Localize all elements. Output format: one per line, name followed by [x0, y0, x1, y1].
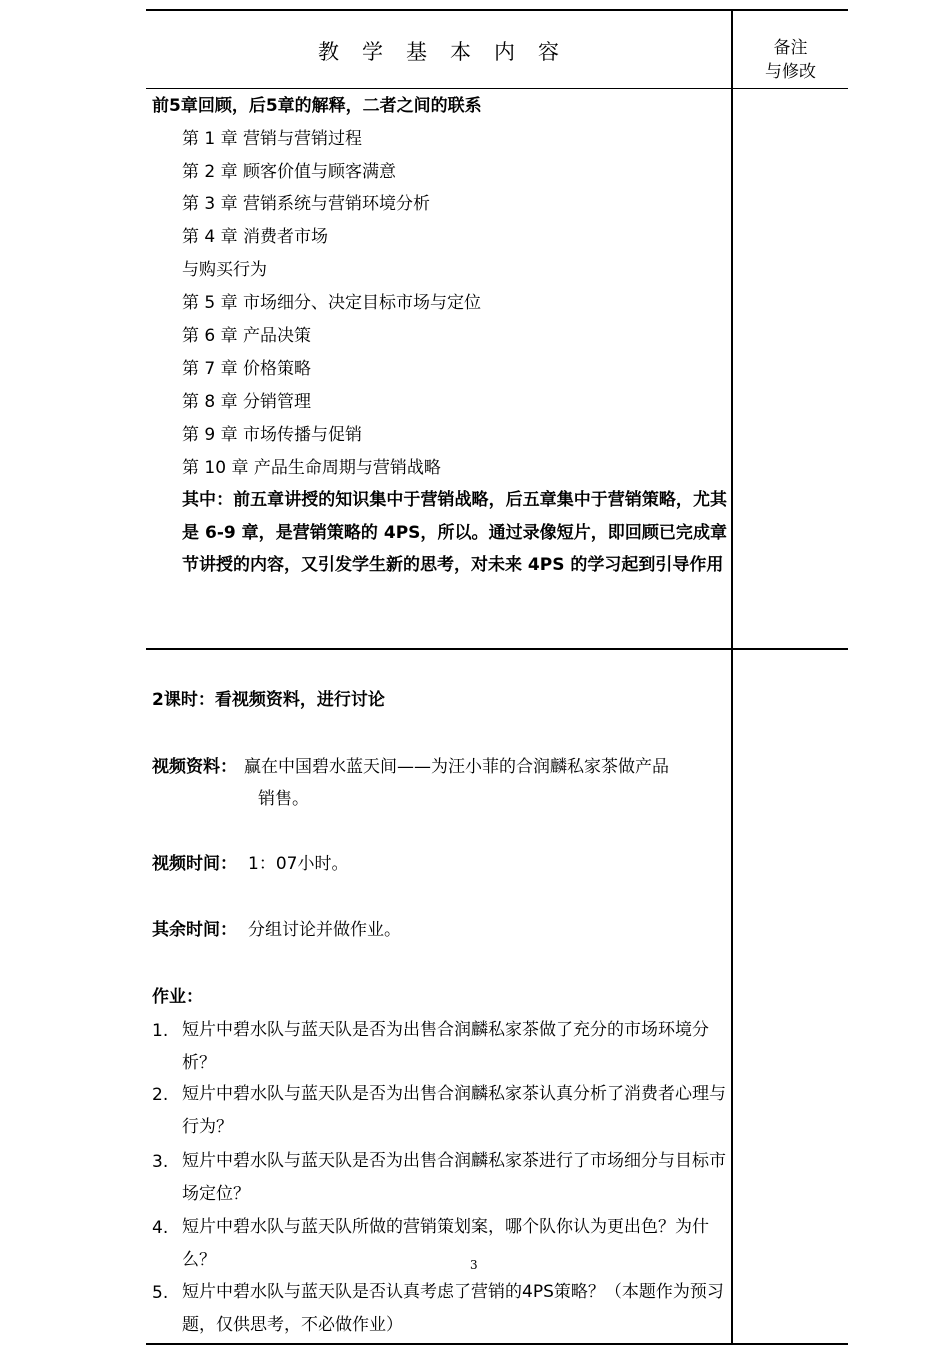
- section-divider: [146, 648, 848, 650]
- chapter-item: 第 8 章 分销管理: [182, 392, 312, 412]
- chapter-item: 第 2 章 顾客价值与顾客满意: [182, 162, 397, 182]
- notes-column-header: [733, 36, 848, 84]
- homework-number: 4.: [152, 1218, 169, 1238]
- video-time-label: 视频时间：: [152, 854, 237, 874]
- homework-question: 短片中碧水队与蓝天队是否为出售合润麟私家茶进行了市场细分与目标市场定位？: [182, 1151, 726, 1204]
- chapter-item: 第 5 章 市场细分、决定目标市场与定位: [182, 293, 482, 313]
- homework-question: 短片中碧水队与蓝天队所做的营销策划案，哪个队你认为更出色？为什么？: [182, 1217, 709, 1270]
- homework-heading: 作业：: [152, 987, 203, 1007]
- video-description-cont: 销售。: [258, 789, 309, 809]
- video-description: 赢在中国碧水蓝天间——为汪小菲的合润麟私家茶做产品: [244, 757, 669, 777]
- remaining-time-label: 其余时间：: [152, 920, 237, 940]
- homework-question: 短片中碧水队与蓝天队是否为出售合润麟私家茶做了充分的市场环境分析？: [182, 1020, 709, 1073]
- remaining-time-value: 分组讨论并做作业。: [248, 920, 401, 940]
- chapter-item: 第 7 章 价格策略: [182, 359, 312, 379]
- review-heading: 前5章回顾，后5章的解释，二者之间的联系: [152, 96, 482, 116]
- page-number: 3: [470, 1258, 478, 1272]
- homework-number: 3.: [152, 1152, 169, 1172]
- video-label: 视频资料：: [152, 757, 237, 777]
- chapter-item: 第 1 章 营销与营销过程: [182, 129, 363, 149]
- notes-header-line2: 与修改: [765, 62, 816, 82]
- notes-header-line1: 备注: [773, 38, 808, 58]
- chapter-item: 第 9 章 市场传播与促销: [182, 425, 363, 445]
- chapter-item: 第 4 章 消费者市场: [182, 227, 329, 247]
- chapter-item: 与购买行为: [182, 260, 267, 280]
- chapter-item: 第 6 章 产品决策: [182, 326, 312, 346]
- session-heading: 2课时：看视频资料，进行讨论: [152, 690, 385, 710]
- chapter-item: 第 3 章 营销系统与营销环境分析: [182, 194, 431, 214]
- homework-question: 短片中碧水队与蓝天队是否认真考虑了营销的4PS策略？（本题作为预习题，仅供思考，不必做作业）: [182, 1282, 724, 1335]
- video-time-value: 1：07小时。: [248, 854, 349, 874]
- table-top-border: [146, 9, 848, 11]
- table-bottom-border: [146, 1343, 848, 1345]
- homework-number: 1.: [152, 1021, 169, 1041]
- homework-number: 5.: [152, 1283, 169, 1303]
- strategy-summary: 其中：前五章讲授的知识集中于营销战略，后五章集中于营销策略，尤其是 6-9 章，是营销策略的 4PS，所以。通过录像短片，即回顾已完成章节讲授的内容，又引发学生新的思考，对未来 4PS 的学习起到引导作用: [182, 490, 727, 575]
- chapter-item: 第 10 章 产品生命周期与营销战略: [182, 458, 441, 478]
- notes-column-divider: [731, 9, 733, 1345]
- header-bottom-border: [146, 88, 848, 89]
- homework-question: 短片中碧水队与蓝天队是否为出售合润麟私家茶认真分析了消费者心理与行为？: [182, 1084, 726, 1137]
- content-column-header: 教学基本内容: [318, 40, 582, 64]
- homework-number: 2.: [152, 1085, 169, 1105]
